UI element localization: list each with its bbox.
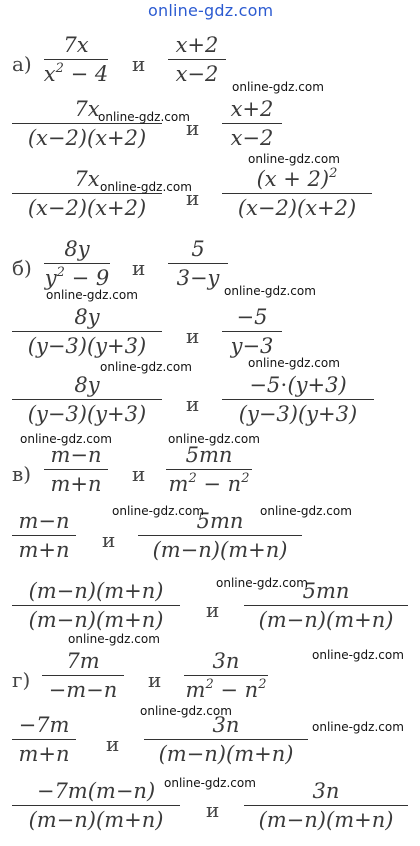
fraction-left (44, 236, 110, 291)
fraction-bar (42, 675, 124, 676)
watermark: online-gdz.com (260, 504, 352, 518)
fraction-bar (222, 399, 374, 400)
and-word: и (186, 186, 200, 210)
fraction-bar (12, 605, 180, 606)
fraction-right (222, 372, 374, 427)
denominator: m+n (18, 742, 70, 767)
fraction-bar (138, 535, 302, 536)
fraction-left (42, 648, 124, 703)
fraction-left (12, 778, 180, 833)
label-g: г) (12, 668, 31, 692)
denominator: x−2 (175, 62, 219, 87)
fraction-right (222, 304, 282, 359)
fraction-right (184, 648, 268, 703)
fraction-bar (44, 59, 108, 60)
row-b-step1 (0, 302, 420, 372)
and-word: и (148, 668, 162, 692)
fraction-bar (222, 331, 282, 332)
and-word: и (206, 598, 220, 622)
numerator: 5mn (185, 443, 233, 467)
numerator: 7x (63, 33, 89, 57)
fraction-left (12, 304, 162, 359)
fraction-left (12, 712, 76, 767)
fraction-bar (12, 399, 162, 400)
numerator: 7x (74, 97, 100, 121)
denominator: y−3 (230, 334, 274, 359)
fraction-right (168, 236, 228, 291)
fraction-right (244, 778, 408, 833)
row-v-step2 (0, 576, 420, 646)
and-word: и (132, 462, 146, 486)
and-word: и (102, 528, 116, 552)
fraction-right (222, 166, 372, 221)
fraction-right (168, 32, 226, 87)
watermark: online-gdz.com (46, 288, 138, 302)
numerator: −7m(m−n) (36, 779, 156, 803)
label-v: в) (12, 462, 32, 486)
numerator: −7m (18, 713, 70, 737)
watermark: online-gdz.com (68, 632, 160, 646)
row-a-original (0, 30, 420, 100)
fraction-right (222, 96, 282, 151)
fraction-bar (244, 805, 408, 806)
row-a-step2 (0, 164, 420, 234)
numerator: 5mn (196, 509, 244, 533)
numerator: −5 (236, 305, 268, 329)
denominator: (m−n)(m+n) (28, 808, 164, 833)
denominator: m+n (50, 472, 102, 497)
watermark: online-gdz.com (248, 152, 340, 166)
denominator: 3−y (176, 266, 220, 291)
watermark: online-gdz.com (164, 776, 256, 790)
watermark: online-gdz.com (140, 704, 232, 718)
denominator: $y^2 - 9$ (44, 265, 110, 291)
watermark: online-gdz.com (100, 360, 192, 374)
fraction-bar (222, 123, 282, 124)
denominator: (m−n)(m+n) (152, 538, 288, 563)
watermark: online-gdz.com (112, 504, 204, 518)
fraction-bar (168, 59, 226, 60)
row-a-step1 (0, 94, 420, 164)
watermark: online-gdz.com (216, 576, 308, 590)
fraction-bar (44, 469, 108, 470)
and-word: и (186, 116, 200, 140)
label-a: а) (12, 52, 32, 76)
denominator: −m−n (48, 678, 118, 703)
denominator: $m^2 - n^2$ (168, 471, 250, 497)
label-b: б) (12, 256, 32, 280)
denominator: (x−2)(x+2) (27, 196, 147, 221)
numerator: 3n (312, 779, 340, 803)
denominator: (m−n)(m+n) (158, 742, 294, 767)
numerator: 7m (66, 649, 100, 673)
numerator: 8y (64, 237, 90, 261)
numerator: 5 (191, 237, 205, 261)
fraction-right (144, 712, 308, 767)
row-b-step2 (0, 370, 420, 440)
denominator: (y−3)(y+3) (27, 334, 147, 359)
numerator: 8y (74, 305, 100, 329)
denominator: $m^2 - n^2$ (185, 677, 267, 703)
fraction-right (166, 442, 252, 497)
numerator: −5⋅(y+3) (249, 373, 347, 397)
fraction-bar (184, 675, 268, 676)
watermark: online-gdz.com (168, 432, 260, 446)
fraction-bar (44, 263, 110, 264)
denominator: (m−n)(m+n) (258, 608, 394, 633)
denominator: (x−2)(x+2) (27, 126, 147, 151)
fraction-bar (244, 605, 408, 606)
and-word: и (186, 324, 200, 348)
fraction-left (12, 508, 76, 563)
numerator: x+2 (230, 97, 274, 121)
row-v-original (0, 440, 420, 510)
site-watermark-top: online-gdz.com (148, 1, 274, 20)
watermark: online-gdz.com (100, 180, 192, 194)
and-word: и (132, 52, 146, 76)
watermark: online-gdz.com (248, 356, 340, 370)
numerator: 3n (212, 713, 240, 737)
denominator: (m−n)(m+n) (258, 808, 394, 833)
numerator: 3n (212, 649, 240, 673)
row-v-step1 (0, 506, 420, 576)
watermark: online-gdz.com (312, 720, 404, 734)
denominator: (x−2)(x+2) (237, 196, 357, 221)
denominator: (y−3)(y+3) (27, 402, 147, 427)
and-word: и (132, 256, 146, 280)
fraction-left (44, 32, 108, 87)
fraction-bar (222, 193, 372, 194)
watermark: online-gdz.com (232, 80, 324, 94)
watermark: online-gdz.com (224, 284, 316, 298)
watermark: online-gdz.com (98, 110, 190, 124)
and-word: и (206, 798, 220, 822)
watermark: online-gdz.com (20, 432, 112, 446)
numerator: m−n (18, 509, 70, 533)
and-word: и (186, 392, 200, 416)
numerator: 8y (74, 373, 100, 397)
denominator: (y−3)(y+3) (238, 402, 358, 427)
fraction-left (44, 442, 108, 497)
fraction-bar (166, 469, 252, 470)
watermark: online-gdz.com (312, 648, 404, 662)
numerator: 7x (74, 167, 100, 191)
fraction-bar (12, 739, 76, 740)
fraction-bar (12, 535, 76, 536)
numerator: $(x + 2)^2$ (256, 166, 338, 191)
fraction-bar (168, 263, 228, 264)
numerator: m−n (50, 443, 102, 467)
fraction-left (12, 372, 162, 427)
numerator: x+2 (175, 33, 219, 57)
and-word: и (106, 732, 120, 756)
denominator: (m−n)(m+n) (28, 608, 164, 633)
fraction-bar (12, 331, 162, 332)
denominator: m+n (18, 538, 70, 563)
fraction-bar (144, 739, 308, 740)
numerator: 5mn (302, 579, 350, 603)
denominator: $x^2 - 4$ (43, 61, 109, 87)
fraction-left (12, 578, 180, 633)
numerator: (m−n)(m+n) (28, 579, 164, 603)
denominator: x−2 (230, 126, 274, 151)
fraction-bar (12, 805, 180, 806)
